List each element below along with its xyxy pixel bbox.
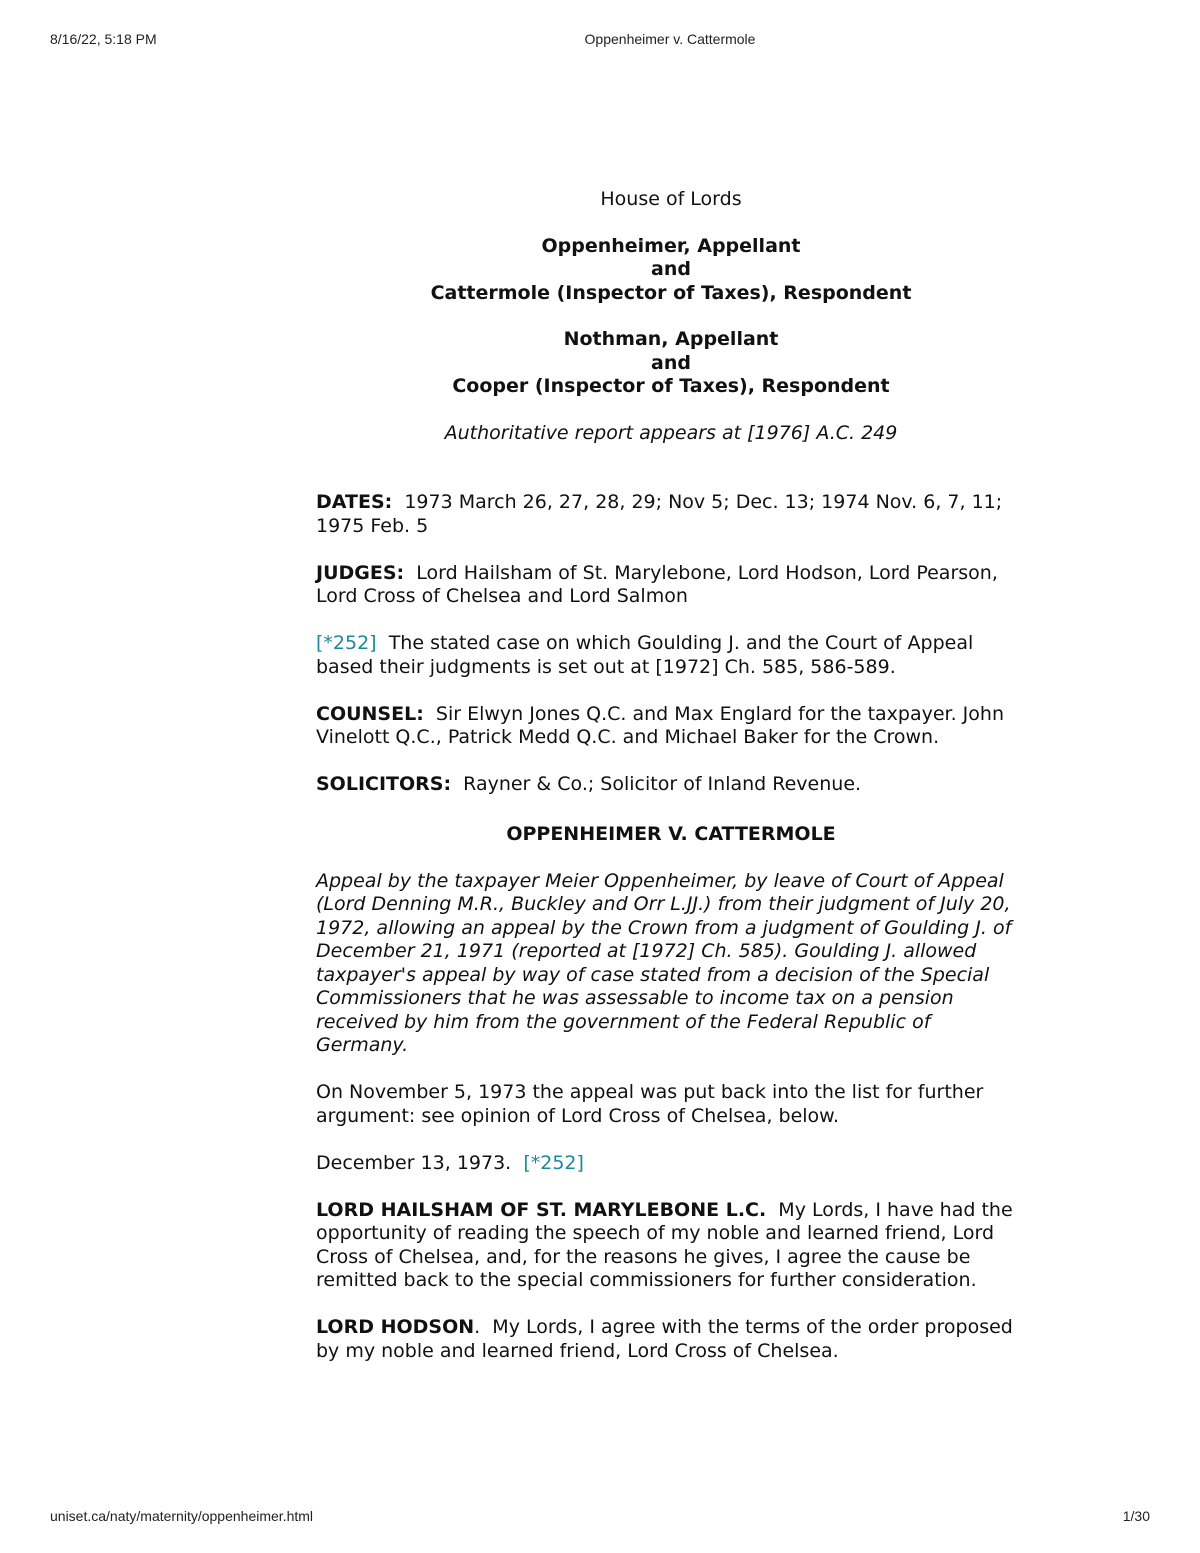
december-paragraph: [316, 1152, 1026, 1176]
browser-print-header: [50, 31, 1150, 49]
judges-text: Lord Hailsham of St. Marylebone, Lord Hodson, Lord Pearson, Lord Cross of Chelsea and Lord Salmon: [316, 561, 998, 607]
party-and-2: and: [651, 351, 691, 374]
judges-label: JUDGES:: [316, 561, 405, 584]
party-respondent-1: Cattermole (Inspector of Taxes), Respondent: [430, 281, 912, 304]
solicitors-label: SOLICITORS:: [316, 773, 452, 795]
page-reference-link-2[interactable]: [*252]: [523, 1151, 584, 1174]
party-appellant-2: Nothman, Appellant: [563, 328, 779, 350]
dates-label: DATES:: [316, 491, 393, 513]
solicitors-text: Rayner & Co.; Solicitor of Inland Revenue.: [463, 773, 862, 795]
print-url: uniset.ca/naty/maternity/oppenheimer.html: [50, 1508, 314, 1524]
print-page-title: Oppenheimer v. Cattermole: [584, 31, 756, 47]
parties-block-1: [316, 235, 1026, 306]
hailsham-text: My Lords, I have had the opportunity of reading the speech of my noble and learned friend, Lord Cross of Chelsea, and, for the reasons he gives, I agree the cause be remitted back to the special commissioners for further consideration.: [316, 1198, 1013, 1291]
page-reference-link[interactable]: [*252]: [316, 632, 377, 654]
hodson-text: My Lords, I agree with the terms of the order proposed by my noble and learned friend, Lord Cross of Chelsea.: [316, 1316, 1013, 1362]
judges-paragraph: [316, 562, 1026, 609]
print-page-number: 1/30: [1122, 1508, 1150, 1524]
dates-paragraph: [316, 491, 1026, 538]
party-and-1: and: [651, 258, 691, 280]
stated-case-paragraph: [316, 632, 1026, 679]
case-title: OPPENHEIMER V. CATTERMOLE: [506, 822, 836, 845]
dates-text: 1973 March 26, 27, 28, 29; Nov 5; Dec. 13; 1974 Nov. 6, 7, 11; 1975 Feb. 5: [316, 491, 1003, 537]
print-datetime: 8/16/22, 5:18 PM: [50, 31, 157, 47]
hailsham-paragraph: [316, 1199, 1026, 1293]
stated-case-text: The stated case on which Goulding J. and the Court of Appeal based their judgments is set out at [1972] Ch. 585, 586-589.: [316, 632, 974, 678]
court-name: House of Lords: [600, 188, 742, 210]
document-body: [316, 188, 1026, 1387]
solicitors-paragraph: [316, 773, 1026, 797]
party-respondent-2: Cooper (Inspector of Taxes), Respondent: [452, 375, 890, 397]
party-appellant-1: Oppenheimer, Appellant: [541, 234, 801, 257]
hodson-label: LORD HODSON: [316, 1316, 475, 1338]
parties-block-2: [316, 328, 1026, 399]
report-citation: Authoritative report appears at [1976] A.C. 249: [444, 421, 898, 444]
counsel-paragraph: [316, 703, 1026, 750]
hodson-paragraph: LORD HODSON. My Lords, I agree with the terms of the order proposed by my noble and learned friend, Lord Cross of Chelsea.: [316, 1316, 1013, 1362]
november-paragraph: On November 5, 1973 the appeal was put back into the list for further argument: see opinion of Lord Cross of Chelsea, below.: [316, 1081, 984, 1127]
browser-print-footer: [50, 1508, 1150, 1526]
counsel-label: COUNSEL:: [316, 702, 424, 725]
appeal-paragraph: Appeal by the taxpayer Meier Oppenheimer, by leave of Court of Appeal (Lord Denning M.R., Buckley and Orr L.JJ.) from their judgment of July 20, 1972, allowing an appeal by the Crown from a judgment of Goulding J. of December 21, 1971 (reported at [1972] Ch. 585). Goulding J. allowed taxpayer's appeal by way of case stated from a decision of the Special Commissioners that he was assessable to income tax on a pension received by him from the government of the Federal Republic of Germany.: [316, 869, 1012, 1056]
december-date: December 13, 1973.: [316, 1151, 512, 1174]
counsel-text: Sir Elwyn Jones Q.C. and Max Englard for the taxpayer. John Vinelott Q.C., Patrick Medd Q.C. and Michael Baker for the Crown.: [316, 702, 1004, 748]
hailsham-label: LORD HAILSHAM OF ST. MARYLEBONE L.C.: [316, 1198, 767, 1221]
